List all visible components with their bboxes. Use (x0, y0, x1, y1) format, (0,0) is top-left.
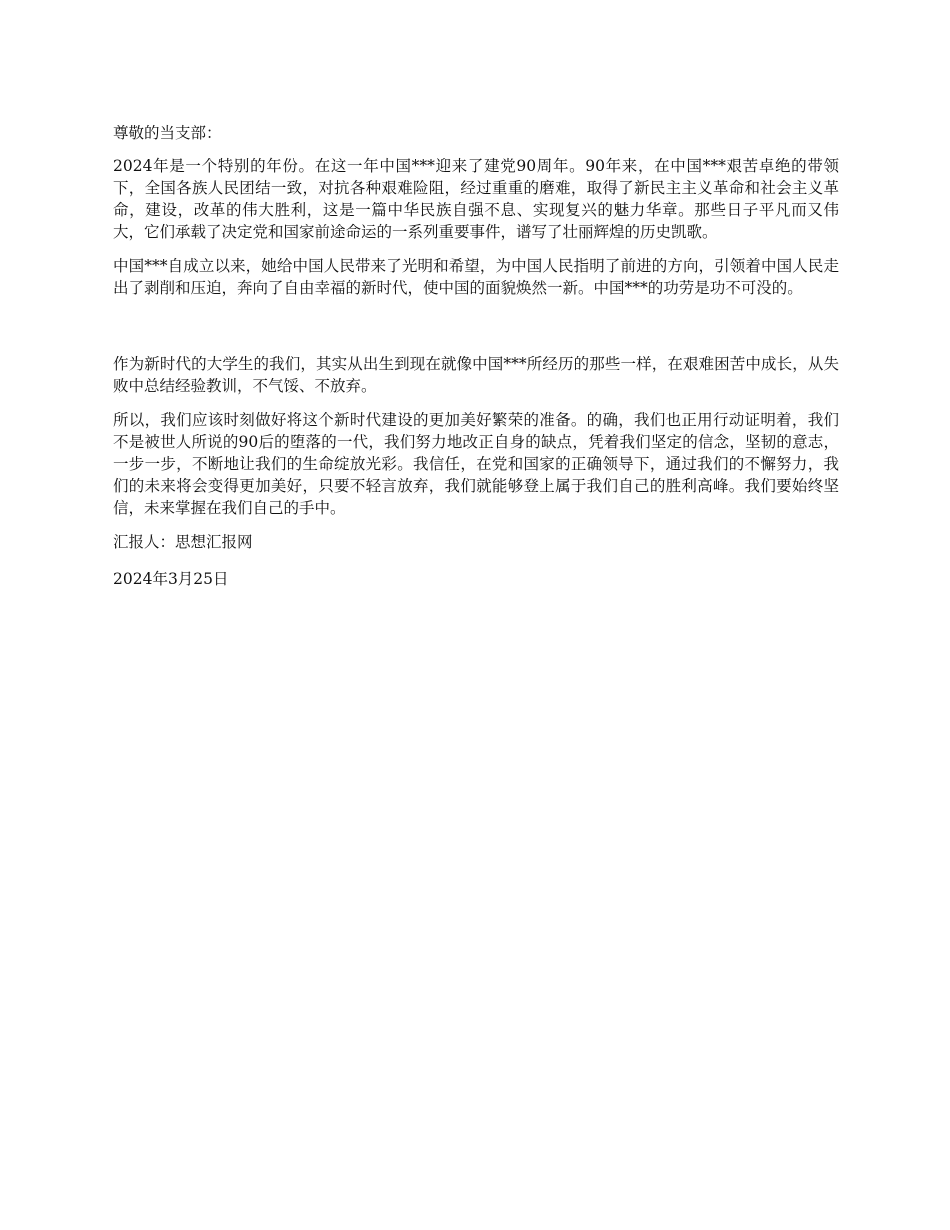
reporter-signature: 汇报人：思想汇报网 (113, 533, 253, 551)
paragraph-3: 作为新时代的大学生的我们，其实从出生到现在就像中国***所经历的那些一样，在艰难困苦中成长，从失败中总结经验教训，不气馁、不放弃。 (113, 355, 839, 395)
paragraph-1: 2024年是一个特别的年份。在这一年中国***迎来了建党90周年。90年来，在中国***艰苦卓绝的带领下，全国各族人民团结一致，对抗各种艰难险阻，经过重重的磨难，取得了新民主主义革命和社会主义革命，建设，改革的伟大胜利，这是一篇中华民族自强不息、实现复兴的魅力华章。那些日子平凡而又伟大，它们承载了决定党和国家前途命运的一系列重要事件，谱写了壮丽辉煌的历史凯歌。 (113, 157, 839, 241)
paragraph-spacer (113, 311, 839, 353)
paragraph-2: 中国***自成立以来，她给中国人民带来了光明和希望，为中国人民指明了前进的方向，引领着中国人民走出了剥削和压迫，奔向了自由幸福的新时代，使中国的面貌焕然一新。中国***的功劳是功不可没的。 (113, 257, 839, 297)
salutation: 尊敬的当支部： (113, 124, 222, 142)
document-page (113, 122, 839, 605)
paragraph-4: 所以，我们应该时刻做好将这个新时代建设的更加美好繁荣的准备。的确，我们也正用行动证明着，我们不是被世人所说的90后的堕落的一代，我们努力地改正自身的缺点，凭着我们坚定的信念，坚韧的意志，一步一步，不断地让我们的生命绽放光彩。我信任，在党和国家的正确领导下，通过我们的不懈努力，我们的未来将会变得更加美好，只要不轻言放弃，我们就能够登上属于我们自己的胜利高峰。我们要始终坚信，未来掌握在我们自己的手中。 (113, 411, 839, 517)
report-date: 2024年3月25日 (113, 570, 229, 588)
